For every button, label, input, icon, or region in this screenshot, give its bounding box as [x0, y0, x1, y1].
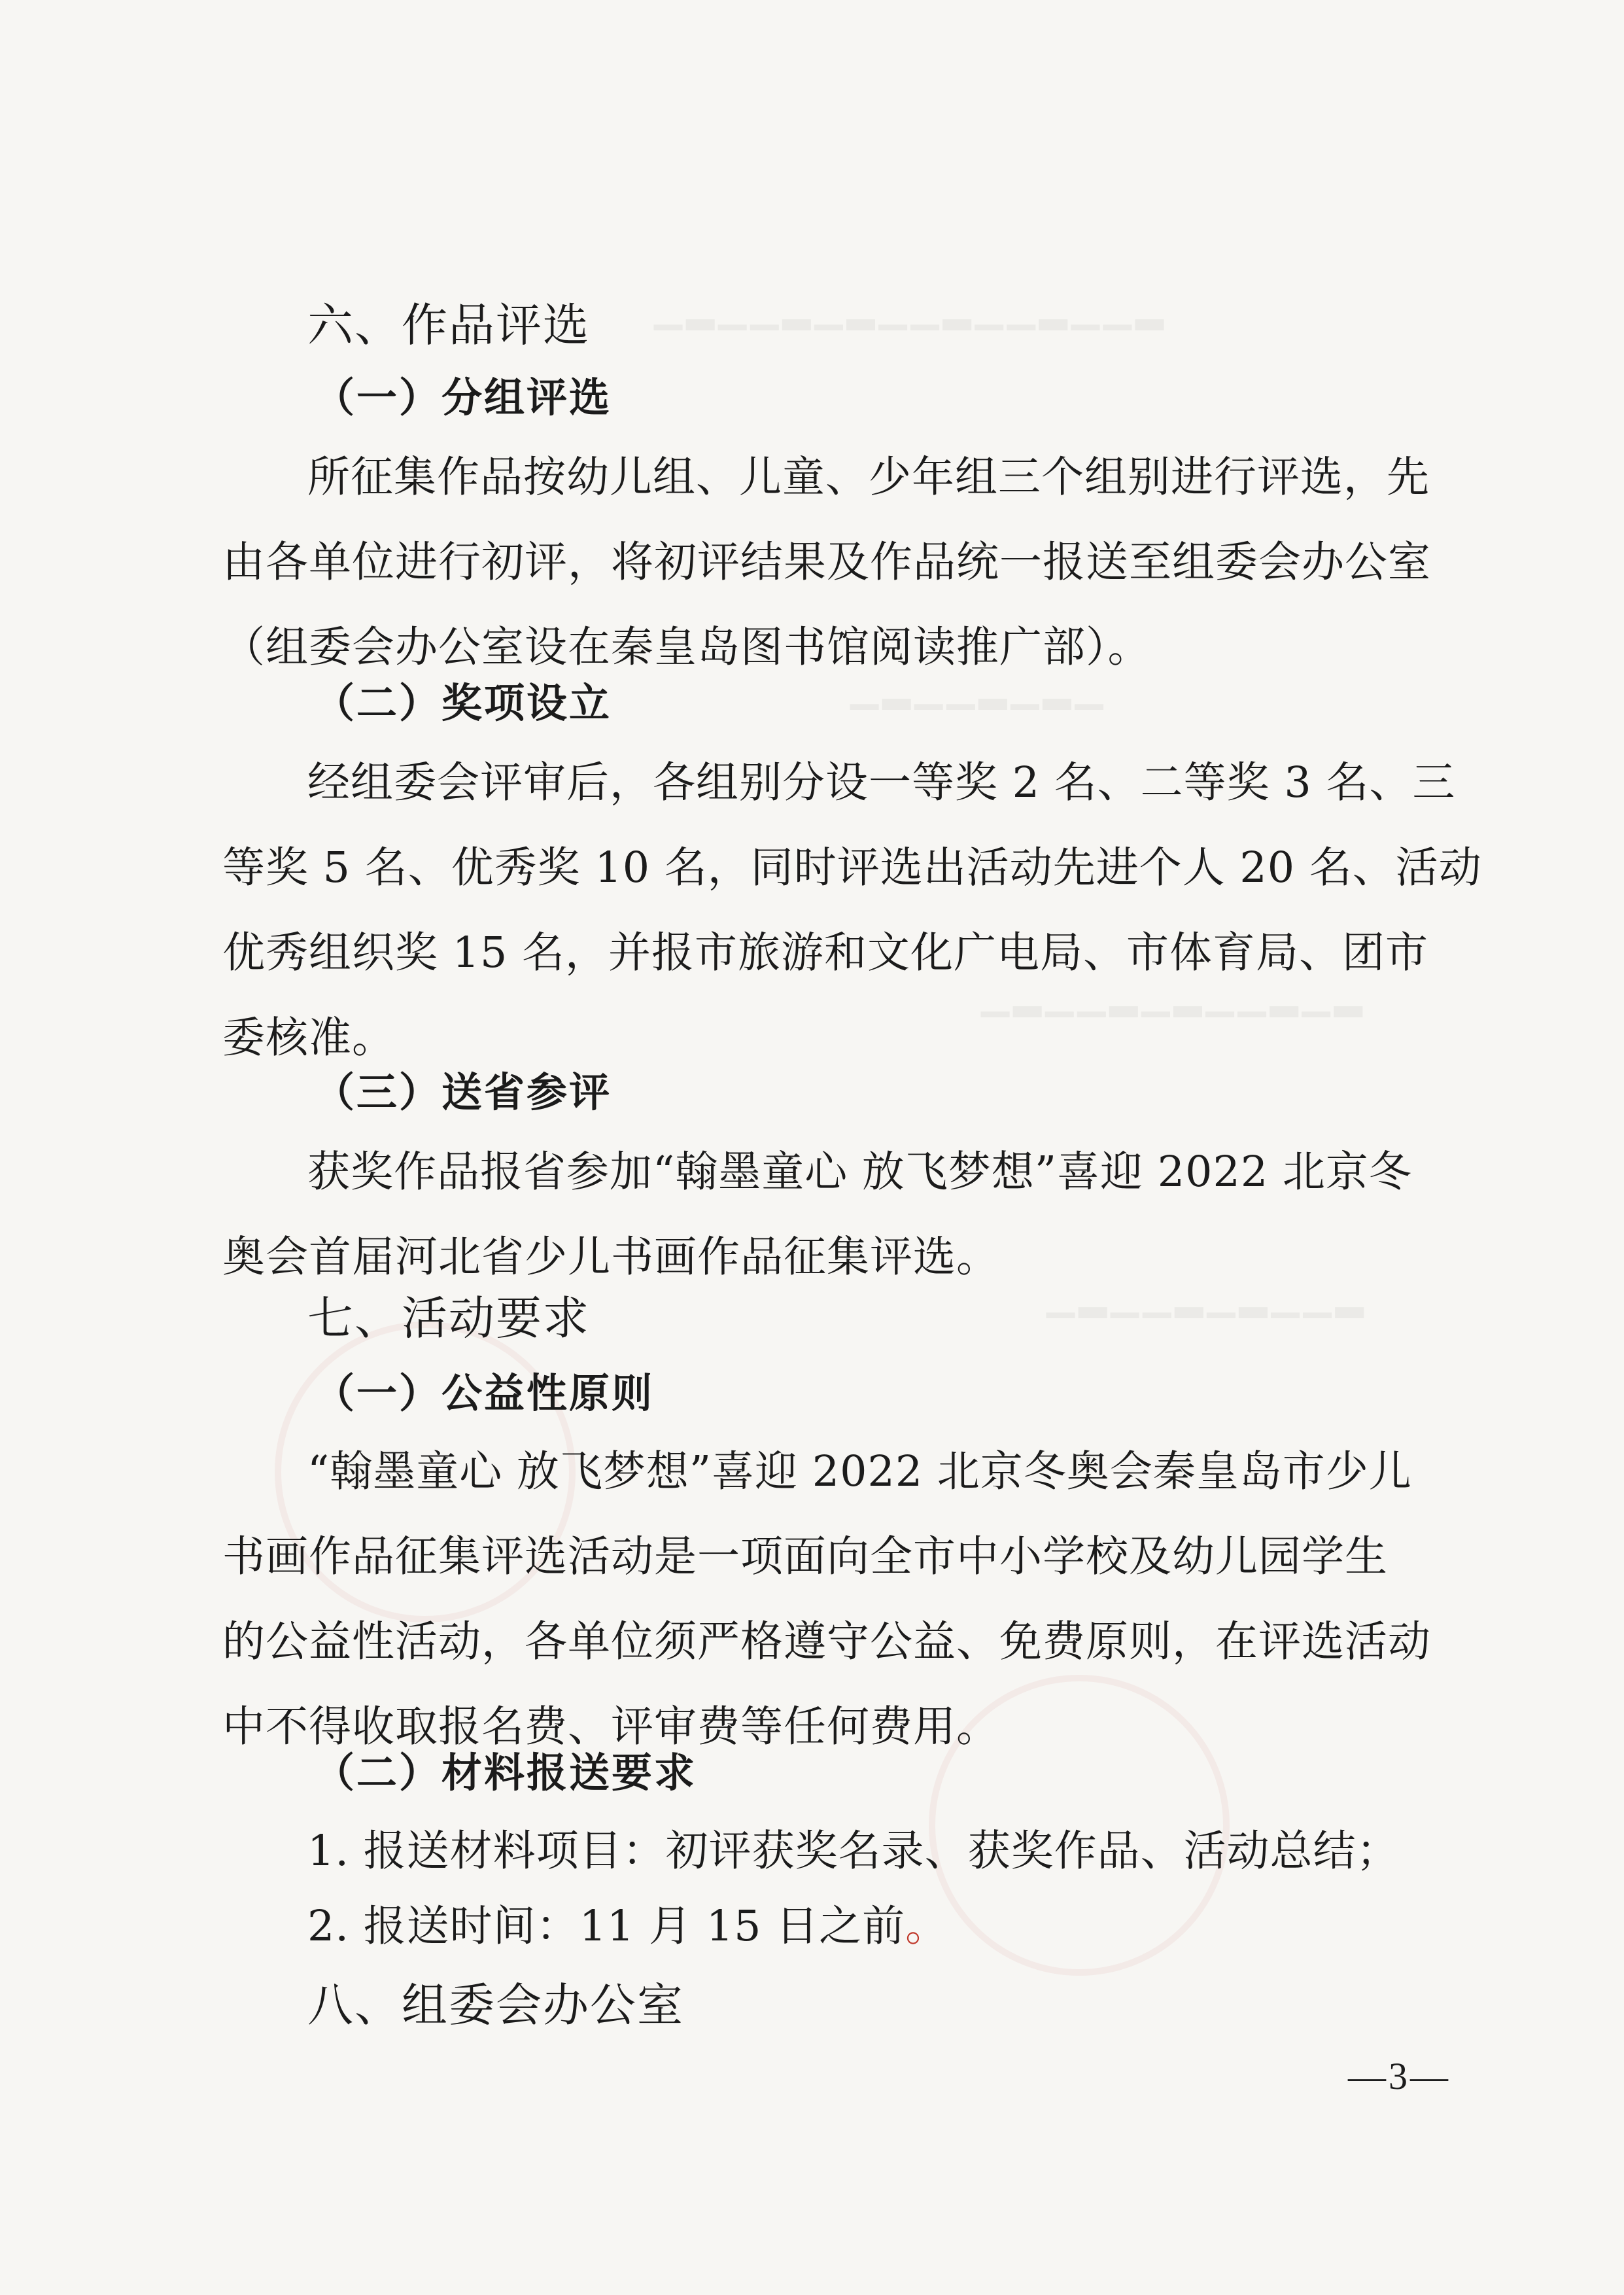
section-6-title: 六、作品评选 — [307, 298, 590, 352]
section-7-1-title: （一）公益性原则 — [314, 1369, 655, 1417]
page-number: —3— — [1348, 2055, 1451, 2097]
list-item — [307, 1884, 948, 1969]
section-6-3-title: （三）送省参评 — [314, 1068, 612, 1116]
paragraph-line: 所征集作品按幼儿组、儿童、少年组三个组别进行评选，先 — [307, 453, 1430, 502]
bleed-through-text: ▁▂▁▁▂▁▂▁ — [850, 667, 1107, 710]
paragraph-line: 优秀组织奖 15 名，并报市旅游和文化广电局、市体育局、团市 — [222, 928, 1429, 977]
paragraph-line: 等奖 5 名、优秀奖 10 名，同时评选出活动先进个人 20 名、活动 — [222, 843, 1482, 892]
section-8-title: 八、组委会办公室 — [307, 1978, 684, 2032]
paragraph-line: “翰墨童心 放飞梦想”喜迎 2022 北京冬奥会秦皇岛市少儿 — [307, 1447, 1412, 1496]
bleed-through-text: ▁▂▁▁▂▁▂▁▁▂ — [1046, 1276, 1368, 1318]
paragraph-line: 书画作品征集评选活动是一项面向全市中小学校及幼儿园学生 — [222, 1532, 1389, 1581]
section-6-2-title: （二）奖项设立 — [314, 679, 612, 727]
section-6-1-title: （一）分组评选 — [314, 374, 612, 421]
paragraph-line: 中不得收取报名费、评审费等任何费用。 — [222, 1702, 1000, 1751]
section-7-1-body — [222, 1429, 1432, 1770]
paragraph-line: 由各单位进行初评，将初评结果及作品统一报送至组委会办公室 — [222, 538, 1432, 587]
paragraph-line: 获奖作品报省参加“翰墨童心 放飞梦想”喜迎 2022 北京冬 — [307, 1148, 1412, 1197]
section-6-1-body — [222, 435, 1432, 690]
list-item: 1. 报送材料项目：初评获奖名录、获奖作品、活动总结； — [307, 1827, 1400, 1876]
paragraph-line: （组委会办公室设在秦皇岛图书馆阅读推广部）。 — [222, 623, 1151, 672]
section-7-title: 七、活动要求 — [307, 1291, 590, 1345]
bleed-through-text: ▁▂▁▁▂▁▂▁▁▂▁▁▂▁▁▂ — [654, 288, 1168, 330]
section-6-2-body — [222, 741, 1482, 1081]
section-6-3-body — [222, 1130, 1412, 1300]
paragraph-line: 委核准。 — [222, 1013, 396, 1062]
paragraph-line: 经组委会评审后，各组别分设一等奖 2 名、二等奖 3 名、三 — [307, 758, 1456, 807]
paragraph-line: 奥会首届河北省少儿书画作品征集评选。 — [222, 1233, 1000, 1282]
period-mark: 。 — [905, 1902, 949, 1951]
section-7-2-title: （二）材料报送要求 — [314, 1749, 697, 1796]
paragraph-line: 的公益性活动，各单位须严格遵守公益、免费原则，在评选活动 — [222, 1617, 1432, 1666]
bleed-through-text: ▁▂▁▁▂▁▂▁▁▂▁▂ — [981, 975, 1366, 1017]
list-item-text: 2. 报送时间：11 月 15 日之前 — [307, 1902, 906, 1951]
